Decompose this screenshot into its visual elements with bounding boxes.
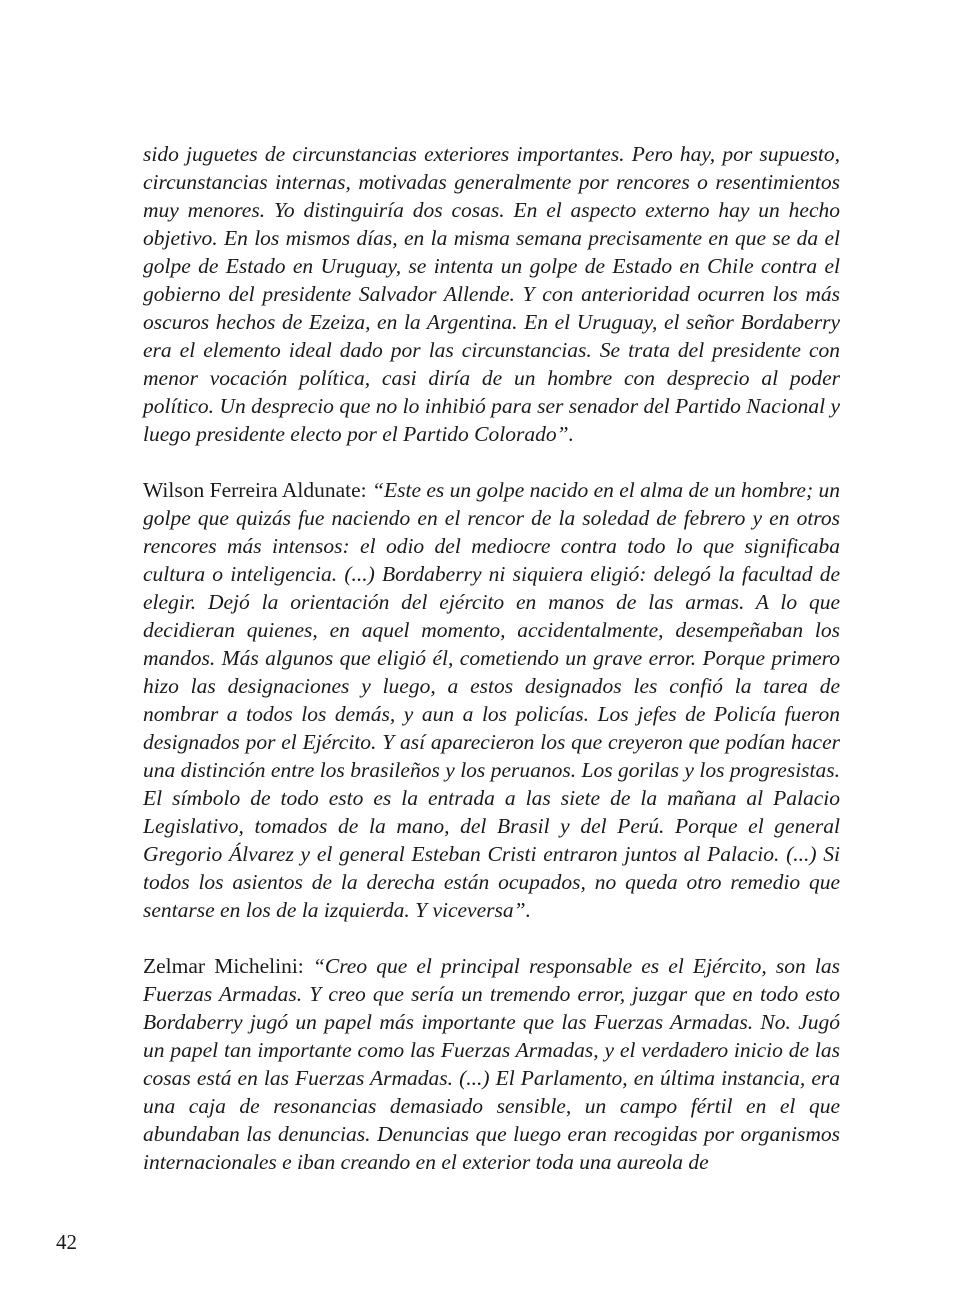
speaker-name: Wilson Ferreira Aldunate: <box>143 478 373 502</box>
quote-text: “Creo que el principal responsable es el Ejército, son las Fuerzas Armadas. Y creo que sería un tremendo error, juzgar que en todo esto Bordaberry jugó un papel más importante que las Fuerzas Armadas. No. Jugó un papel tan importante como las Fuerzas Armadas, y el verdadero inicio de las cosas está en las Fuerzas Armadas. (...) El Parlamento, en última instancia, era una caja de resonancias demasiado sensible, un campo fértil en el que abundaban las denuncias. Denuncias que luego eran recogidas por organismos internacionales e iban creando en el exterior toda una aureola de <box>143 954 840 1174</box>
paragraph-ferreira-aldunate <box>143 476 840 924</box>
page-body <box>143 140 840 1204</box>
quote-text: “Este es un golpe nacido en el alma de un hombre; un golpe que quizás fue naciendo en el rencor de la soledad de febrero y en otros rencores más intensos: el odio del mediocre contra todo lo que significaba cultura o inteligencia. (...) Bordaberry ni siquiera eligió: delegó la facultad de elegir. Dejó la orientación del ejército en manos de las armas. A lo que decidieran quienes, en aquel momento, accidentalmente, desempeñaban los mandos. Más algunos que eligió él, cometiendo un grave error. Porque primero hizo las designaciones y luego, a estos designados les confió la tarea de nombrar a todos los demás, y aun a los policías. Los jefes de Policía fueron designados por el Ejército. Y así aparecieron los que creyeron que podían hacer una distinción entre los brasileños y los peruanos. Los gorilas y los progresistas. El símbolo de todo esto es la entrada a las siete de la mañana al Palacio Legislativo, tomados de la mano, del Brasil y del Perú. Porque el general Gregorio Álvarez y el general Esteban Cristi entraron juntos al Palacio. (...) Si todos los asientos de la derecha están ocupados, no queda otro remedio que sentarse en los de la izquierda. Y viceversa”. <box>143 478 840 922</box>
paragraph-michelini <box>143 952 840 1176</box>
page-number: 42 <box>56 1230 77 1254</box>
quote-text: sido juguetes de circunstancias exteriores importantes. Pero hay, por supuesto, circunstancias internas, motivadas generalmente por rencores o resentimientos muy menores. Yo distinguiría dos cosas. En el aspecto externo hay un hecho objetivo. En los mismos días, en la misma semana precisamente en que se da el golpe de Estado en Uruguay, se intenta un golpe de Estado en Chile contra el gobierno del presidente Salvador Allende. Y con anterioridad ocurren los más oscuros hechos de Ezeiza, en la Argentina. En el Uruguay, el señor Bordaberry era el elemento ideal dado por las circunstancias. Se trata del presidente con menor vocación política, casi diría de un hombre con desprecio al poder político. Un desprecio que no lo inhibió para ser senador del Partido Nacional y luego presidente electo por el Partido Colorado”. <box>143 142 840 446</box>
paragraph-continuation <box>143 140 840 448</box>
speaker-name: Zelmar Michelini: <box>143 954 313 978</box>
